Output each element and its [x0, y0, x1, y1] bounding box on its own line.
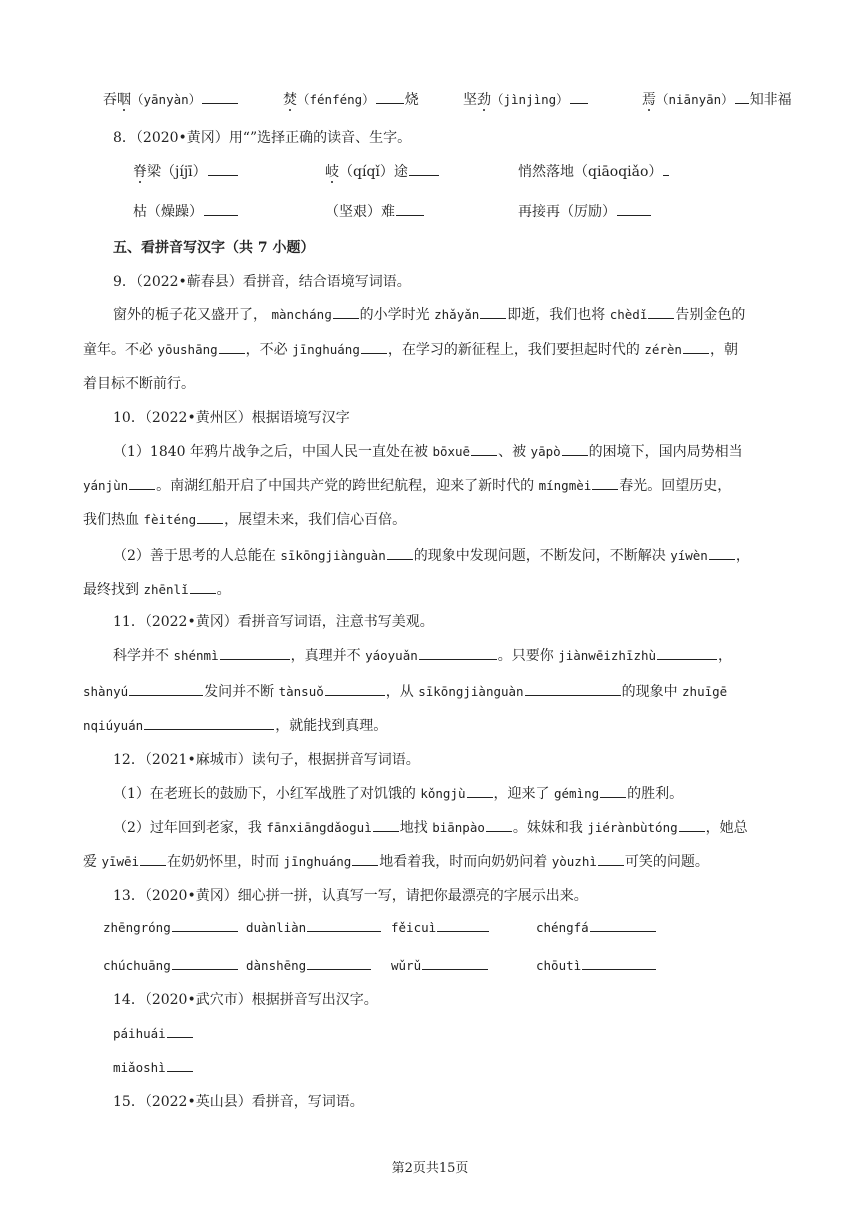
answer-blank[interactable]	[598, 852, 624, 866]
answer-blank[interactable]	[467, 784, 493, 798]
q10-p1-line-2: yánjùn 。南湖红船开启了中国共产党的跨世纪航程，迎来了新时代的 míngmèi 春光。回望历史，	[83, 478, 732, 494]
q13-r2-c4: chōutì	[536, 956, 657, 976]
answer-blank[interactable]	[617, 202, 651, 216]
answer-blank[interactable]	[208, 162, 238, 176]
q8-r2-c2: （坚艰）难	[325, 202, 425, 222]
q12-p2-line-1: （2）过年回到老家，我 fānxiāngdǎoguì 地找 biānpào 。妹妹和我 jiérànbùtóng ，她总	[113, 820, 748, 836]
q13-r1-c1: zhēngróng	[103, 918, 239, 938]
answer-blank[interactable]	[167, 1058, 193, 1072]
q13-r2-c3: wǔrǔ	[391, 956, 489, 976]
answer-blank[interactable]	[129, 682, 203, 696]
q15-stem: 15．（2022•英山县）看拼音，写词语。	[113, 1094, 364, 1110]
q8-stem: 8．（2020•黄冈）用“”选择正确的读音、生字。	[113, 130, 412, 146]
q14-item-2: miǎoshì	[113, 1058, 194, 1078]
q13-stem: 13．（2020•黄冈）细心拼一拼，认真写一写，请把你最漂亮的字展示出来。	[113, 888, 588, 904]
answer-blank[interactable]	[172, 918, 238, 932]
q10-p1-line-3: 我们热血 fèiténg ，展望未来，我们信心百倍。	[83, 512, 407, 528]
q7-item-4: 焉（niānyān） 知非福	[642, 92, 792, 108]
answer-blank[interactable]	[590, 918, 656, 932]
answer-blank[interactable]	[333, 305, 359, 319]
q12-p1: （1）在老班长的鼓励下，小红军战胜了对饥饿的 kǒngjù ，迎来了 gémìng 的胜利。	[113, 786, 684, 802]
q9-line-1: 窗外的栀子花又盛开了， mànchánɡ 的小学时光 zhǎyǎn 即逝，我们也将 chèdǐ 告别金色的	[113, 307, 746, 323]
q11-line-3: nqiúyuán ，就能找到真理。	[83, 718, 388, 734]
q11-stem: 11．（2022•黄冈）看拼音写词语，注意书写美观。	[113, 614, 434, 630]
answer-blank[interactable]	[219, 340, 245, 354]
q8-r2-c1: 枯（燥躁）	[133, 202, 239, 222]
q12-stem: 12．（2021•麻城市）读句子，根据拼音写词语。	[113, 752, 420, 768]
answer-blank[interactable]	[570, 90, 588, 104]
answer-blank[interactable]	[592, 476, 618, 490]
q8-r2-c3: 再接再（厉励）	[518, 202, 652, 222]
q14-stem: 14．（2020•武穴市）根据拼音写出汉字。	[113, 992, 378, 1008]
answer-blank[interactable]	[422, 956, 488, 970]
answer-blank[interactable]	[679, 818, 705, 832]
answer-blank[interactable]	[486, 818, 512, 832]
q8-r1-c2: 岐（qíqǐ）途	[325, 162, 440, 182]
q11-line-2: shànyú 发问并不断 tànsuǒ ，从 sīkōngjiànguàn 的现象中 zhuīgē	[83, 684, 728, 700]
answer-blank[interactable]	[735, 90, 749, 104]
answer-blank[interactable]	[683, 340, 709, 354]
answer-blank[interactable]	[202, 90, 238, 104]
q13-r1-c2: duànliàn	[246, 918, 382, 938]
q10-stem: 10．（2022•黄州区）根据语境写汉字	[113, 410, 350, 426]
q10-p2-line-2: 最终找到 zhēnlǐ 。	[83, 582, 231, 598]
q14-item-1: páihuái	[113, 1024, 194, 1044]
answer-blank[interactable]	[167, 1024, 193, 1038]
q8-r1-c3: 悄然落地（qiāoqiǎo）	[518, 162, 670, 182]
q11-line-1: 科学并不 shénmì ，真理并不 yáoyuǎn 。只要你 jiànwēizhīzhù ，	[113, 648, 733, 664]
answer-blank[interactable]	[709, 546, 735, 560]
answer-blank[interactable]	[197, 510, 223, 524]
q8-r1-c1: 脊梁（jíjī）	[133, 162, 239, 182]
answer-blank[interactable]	[562, 442, 588, 456]
answer-blank[interactable]	[172, 956, 238, 970]
answer-blank[interactable]	[657, 646, 717, 660]
answer-blank[interactable]	[525, 682, 621, 696]
answer-blank[interactable]	[419, 646, 497, 660]
q10-p2-line-1: （2）善于思考的人总能在 sīkōngjiànguàn 的现象中发现问题，不断发问，不断解决 yíwèn ，	[113, 548, 750, 564]
answer-blank[interactable]	[600, 784, 626, 798]
answer-blank[interactable]	[387, 546, 413, 560]
answer-blank[interactable]	[437, 918, 489, 932]
q13-r2-c2: dànshēng	[246, 956, 372, 976]
answer-blank[interactable]	[376, 90, 404, 104]
q7-item-2: 焚（fénféng） 烧	[283, 92, 419, 108]
q10-p1-line-1: （1）1840 年鸦片战争之后，中国人民一直处在被 bōxuē 、被 yāpò 的困境下，国内局势相当	[113, 444, 743, 460]
answer-blank[interactable]	[352, 852, 378, 866]
answer-blank[interactable]	[325, 682, 385, 696]
q7-item-3: 坚劲（jìnjìng）	[463, 90, 589, 110]
answer-blank[interactable]	[361, 340, 387, 354]
answer-blank[interactable]	[648, 305, 674, 319]
q7-item-1: 吞咽（yānyàn）	[103, 90, 239, 110]
answer-blank[interactable]	[373, 818, 399, 832]
section-heading: 五、看拼音写汉字（共 7 小题）	[113, 240, 315, 256]
answer-blank[interactable]	[140, 852, 166, 866]
q12-p2-line-2: 爱 yīwēi 在奶奶怀里，时而 jīnghuáng 地看着我，时而向奶奶问着 yòuzhì 可笑的问题。	[83, 854, 709, 870]
q13-r2-c1: chúchuāng	[103, 956, 239, 976]
q13-r1-c4: chéngfá	[536, 918, 657, 938]
q9-stem: 9．（2022•蕲春县）看拼音，结合语境写词语。	[113, 274, 411, 290]
answer-blank[interactable]	[409, 162, 439, 176]
page-footer: 第2页共15页	[391, 1161, 469, 1176]
answer-blank[interactable]	[663, 162, 669, 176]
answer-blank[interactable]	[396, 202, 424, 216]
answer-blank[interactable]	[582, 956, 656, 970]
answer-blank[interactable]	[480, 305, 506, 319]
answer-blank[interactable]	[129, 476, 155, 490]
answer-blank[interactable]	[307, 956, 371, 970]
answer-blank[interactable]	[204, 202, 238, 216]
q9-line-2: 童年。不必 yōushāng ，不必 jīnghuáng ，在学习的新征程上，我们要担起时代的 zérèn ，朝	[83, 342, 738, 358]
q13-r1-c3: fěicuì	[391, 918, 490, 938]
q9-line-3: 着目标不断前行。	[83, 376, 195, 392]
answer-blank[interactable]	[471, 442, 497, 456]
answer-blank[interactable]	[220, 646, 290, 660]
answer-blank[interactable]	[190, 580, 216, 594]
answer-blank[interactable]	[307, 918, 381, 932]
answer-blank[interactable]	[144, 716, 274, 730]
